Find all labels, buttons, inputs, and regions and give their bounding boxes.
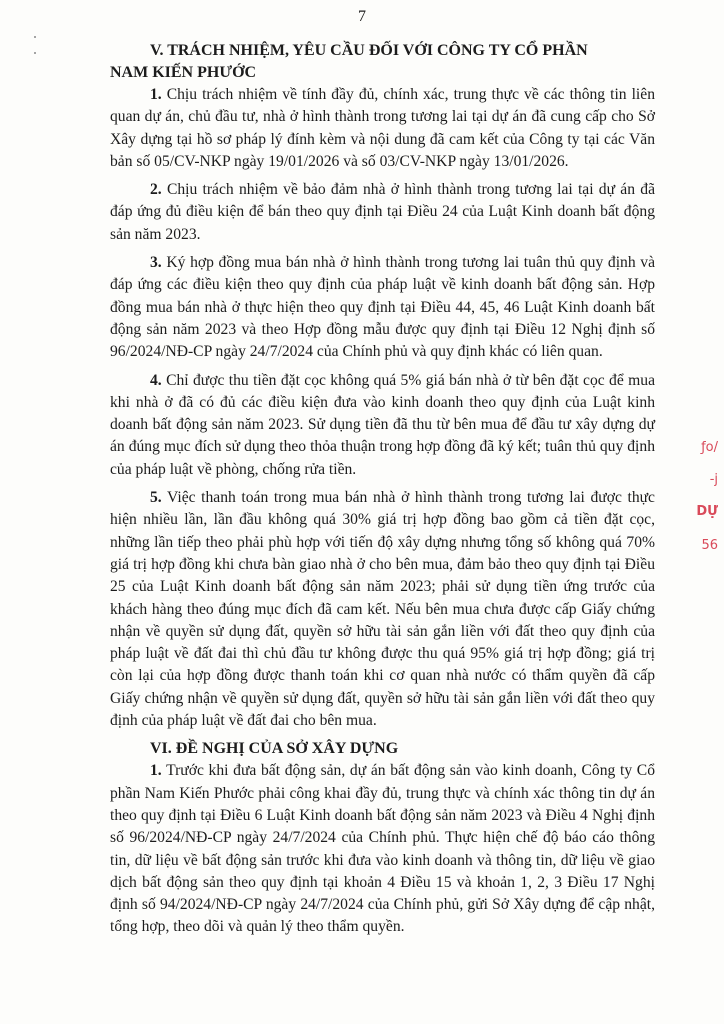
section-6-item bbox=[110, 760, 655, 938]
section-5-item bbox=[110, 179, 655, 246]
item-number: 2. bbox=[150, 181, 162, 199]
scan-speck bbox=[34, 36, 36, 38]
section-5-item bbox=[110, 487, 655, 732]
margin-stamp-mark: ƒo/ bbox=[701, 440, 718, 455]
item-number: 1. bbox=[150, 762, 162, 780]
scan-speck bbox=[34, 52, 36, 54]
section-5-item bbox=[110, 84, 655, 173]
document-body bbox=[110, 40, 655, 945]
item-text: Chịu trách nhiệm về tính đầy đủ, chính xác, trung thực về các thông tin liên quan dự án, chủ đầu tư, nhà ở hình thành trong tương lai tại dự án đã cung cấp cho Sở Xây dựng tại hồ sơ pháp lý đính kèm và nội dung đã cam kết của Công ty tại các Văn bản số 05/CV-NKP ngày 19/01/2026 và số 03/CV-NKP ngày 13/01/2026. bbox=[110, 86, 655, 170]
item-text: Chỉ được thu tiền đặt cọc không quá 5% giá bán nhà ở từ bên đặt cọc để mua khi nhà ở đã có đủ các điều kiện đưa vào kinh doanh theo quy định của Luật kinh doanh bất động sản năm 2023. Sử dụng tiền đã thu từ bên mua để đầu tư xây dựng dự án đúng mục đích sử dụng theo thỏa thuận trong hợp đồng đã ký kết; tuân thủ quy định của pháp luật về phòng, chống rửa tiền. bbox=[110, 371, 655, 478]
section-5-title-line2: NAM KIẾN PHƯỚC bbox=[110, 64, 257, 81]
section-5-item bbox=[110, 252, 655, 363]
margin-stamp-mark: -j bbox=[709, 472, 718, 487]
item-text: Chịu trách nhiệm về bảo đảm nhà ở hình thành trong tương lai tại dự án đã đáp ứng đủ điều kiện để bán theo quy định tại Điều 24 của Luật Kinh doanh bất động sản năm 2023. bbox=[110, 181, 655, 243]
section-6-heading: VI. ĐỀ NGHỊ CỦA SỞ XÂY DỰNG bbox=[150, 740, 399, 758]
section-5-heading bbox=[110, 40, 655, 84]
item-text: Trước khi đưa bất động sản, dự án bất động sản vào kinh doanh, Công ty Cổ phần Nam Kiến Phước phải công khai đầy đủ, trung thực và chính xác thông tin dự án theo quy định tại Điều 6 Luật Kinh doanh bất động sản năm 2023 và Điều 4 Nghị định số 96/2024/NĐ-CP ngày 24/7/2024 của Chính phủ. Thực hiện chế độ báo cáo thông tin, dữ liệu về bất động sản trước khi đưa vào kinh doanh và thông tin, dữ liệu về giao dịch bất động sản theo quy định tại khoản 4 Điều 15 và khoản 1, 2, 3 Điều 17 Nghị định số 94/2024/NĐ-CP ngày 24/7/2024 của Chính phủ, gửi Sở Xây dựng để cập nhật, tổng hợp, theo dõi và quản lý theo thẩm quyền. bbox=[110, 762, 655, 936]
item-number: 3. bbox=[150, 254, 162, 272]
item-number: 1. bbox=[150, 86, 162, 103]
margin-stamp-mark: DỰ bbox=[696, 504, 718, 519]
item-text: Việc thanh toán trong mua bán nhà ở hình thành trong tương lai được thực hiện nhiều lần, lần đầu không quá 30% giá trị hợp đồng bao gồm cả tiền đặt cọc, những lần tiếp theo phải phù hợp với tiến độ xây dựng nhưng tổng số không quá 70% giá trị hợp đồng khi chưa bàn giao nhà ở cho bên mua, đảm bảo theo quy định tại Điều 25 của Luật Kinh doanh bất động sản năm 2023; phải sử dụng tiền ứng trước của khách hàng theo đúng mục đích đã cam kết. Nếu bên mua chưa được cấp Giấy chứng nhận về quyền sử dụng đất, quyền sở hữu tài sản gắn liền với đất theo quy định của pháp luật về đất đai thì chủ đầu tư không được thu quá 95% giá trị hợp đồng; giá trị còn lại của hợp đồng được thanh toán khi cơ quan nhà nước có thẩm quyền đã cấp Giấy chứng nhận về quyền sử dụng đất, quyền sở hữu tài sản gắn liền với đất theo quy định của pháp luật về đất đai cho bên mua. bbox=[110, 489, 655, 730]
item-number: 5. bbox=[150, 489, 162, 507]
item-number: 4. bbox=[150, 371, 162, 389]
margin-stamp-mark: 56 bbox=[701, 538, 718, 553]
page-number: 7 bbox=[358, 8, 366, 25]
section-5-item bbox=[110, 370, 655, 481]
section-5-title-line1: V. TRÁCH NHIỆM, YÊU CẦU ĐỐI VỚI CÔNG TY CỔ PHẦN bbox=[150, 42, 588, 59]
item-text: Ký hợp đồng mua bán nhà ở hình thành trong tương lai tuân thủ quy định và đáp ứng các điều kiện theo quy định của pháp luật về kinh doanh bất động sản. Hợp đồng mua bán nhà ở thực hiện theo quy định tại Điều 44, 45, 46 Luật Kinh doanh bất động sản năm 2023 và theo Hợp đồng mẫu được quy định tại Điều 12 Nghị định số 96/2024/NĐ-CP ngày 24/7/2024 của Chính phủ và quy định khác có liên quan. bbox=[110, 254, 655, 361]
